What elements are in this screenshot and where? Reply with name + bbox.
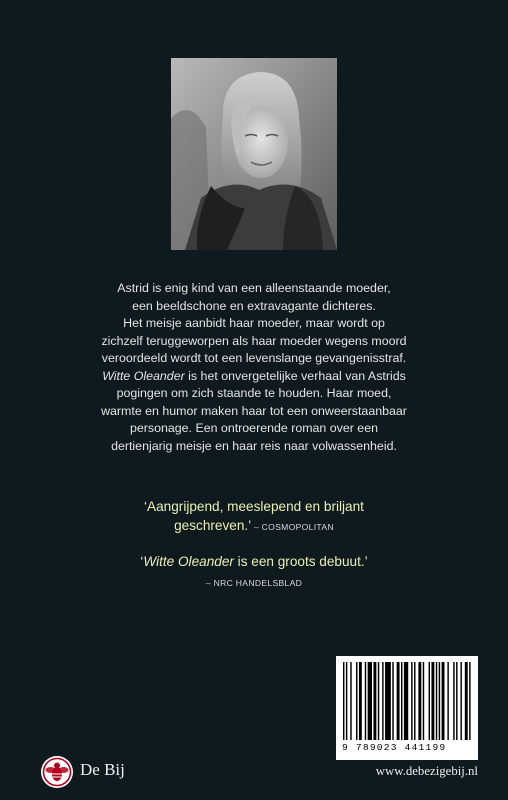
author-photo	[171, 58, 337, 250]
barcode-bar	[401, 662, 402, 740]
barcode-bar	[439, 662, 440, 740]
synopsis-line	[60, 368, 448, 386]
barcode-bar	[365, 662, 366, 740]
barcode-bar	[423, 662, 424, 740]
bee-logo-icon	[40, 755, 74, 789]
quote-text: geschreven.’	[174, 517, 252, 533]
quote-line	[40, 553, 468, 572]
barcode-bar	[343, 662, 344, 740]
quote-line: ‘Aangrijpend, meeslepend en briljant	[144, 499, 364, 514]
barcode-bar	[460, 662, 461, 740]
synopsis-line: dertienjarig meisje en haar reis naar volwassenheid.	[111, 438, 397, 453]
barcode-bar	[411, 662, 412, 740]
author-portrait-image	[171, 58, 337, 250]
isbn-barcode	[336, 656, 478, 760]
barcode-bar	[465, 662, 468, 740]
synopsis-line: pogingen om zich staande te houden. Haar moed,	[116, 386, 392, 400]
synopsis-line: personage. Een ontroerende roman over een	[130, 421, 378, 435]
synopsis-line: een beeldschone en extravagante dichteres.	[132, 298, 376, 313]
synopsis	[60, 280, 448, 455]
barcode-bar	[359, 662, 362, 740]
book-title: Witte Oleander	[143, 554, 234, 569]
barcode-bar	[368, 662, 372, 740]
review-quote-nrc	[40, 553, 468, 592]
barcode-bar	[385, 662, 391, 740]
synopsis-line: veroordeeld wordt tot een levenslange gevangenisstraf.	[101, 351, 407, 365]
synopsis-line: warmte en humor maken haar tot een onweerstaanbaar	[101, 403, 407, 418]
barcode-bar	[429, 662, 430, 740]
barcode-bar	[356, 662, 357, 740]
synopsis-text: is het onvergetelijke verhaal van Astrids	[184, 368, 406, 383]
publisher-url: www.debezigebij.nl	[375, 764, 478, 778]
quote-text: ‘	[140, 554, 144, 569]
barcode-bar	[436, 662, 437, 740]
quote-text: is een groots debuut.’	[233, 554, 368, 569]
quote-source: – COSMOPOLITAN	[251, 521, 334, 532]
isbn-number: 9 789023 441199	[342, 742, 447, 753]
barcode-bar	[431, 662, 434, 740]
barcode-bar	[469, 662, 470, 740]
synopsis-line: Het meisje aanbidt haar moeder, maar wordt op	[123, 316, 385, 330]
barcode-bar	[346, 662, 347, 740]
synopsis-line: Astrid is enig kind van een alleenstaande moeder,	[117, 281, 391, 295]
barcode-bar	[453, 662, 454, 740]
barcode-bars	[343, 662, 471, 740]
barcode-bar	[418, 662, 421, 740]
publisher-name: De Bij	[80, 760, 125, 779]
barcode-bar	[378, 662, 379, 740]
barcode-bar	[373, 662, 376, 740]
synopsis-line: zichzelf teruggeworpen als haar moeder wegens moord	[101, 333, 407, 348]
barcode-bar	[442, 662, 445, 740]
barcode-bar	[404, 662, 408, 740]
barcode-bar	[392, 662, 393, 740]
quote-source: – NRC HANDELSBLAD	[205, 577, 303, 588]
barcode-bar	[382, 662, 383, 740]
barcode-bar	[350, 662, 351, 740]
barcode-bar	[397, 662, 400, 740]
barcode-bar	[456, 662, 457, 740]
review-quote-cosmopolitan	[40, 498, 468, 536]
barcode-bar	[414, 662, 415, 740]
barcode-bar	[447, 662, 448, 740]
quote-line	[40, 517, 468, 537]
book-title: Witte Oleander	[102, 368, 185, 383]
